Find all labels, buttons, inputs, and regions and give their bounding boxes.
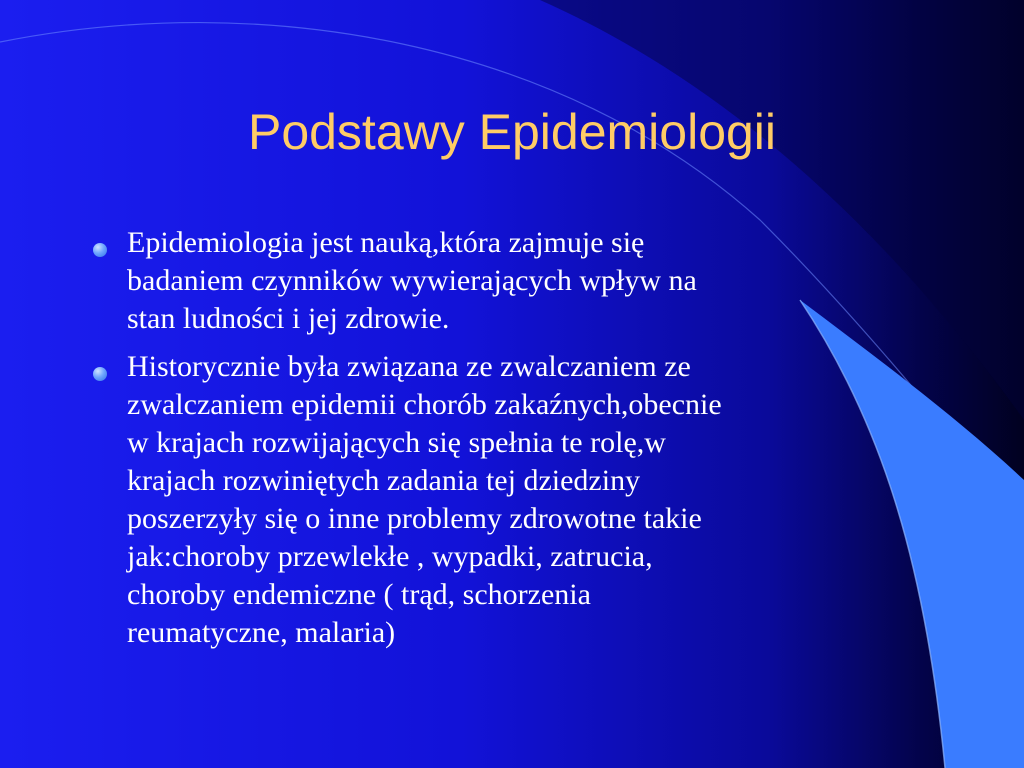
bullet-line: Historycznie była związana ze zwalczaniem ze bbox=[127, 350, 691, 383]
bullet-list bbox=[90, 224, 920, 662]
bullet-item-1 bbox=[90, 224, 920, 338]
slide-title: Podstawy Epidemiologii bbox=[247, 104, 777, 160]
bullet-item-2 bbox=[90, 348, 920, 652]
bullet-line: stan ludności i jej zdrowie. bbox=[127, 302, 450, 335]
bullet-line: krajach rozwiniętych zadania tej dziedziny bbox=[127, 464, 641, 497]
bullet-line: reumatyczne, malaria) bbox=[127, 616, 396, 649]
bullet-line: w krajach rozwijających się spełnia te rolę,w bbox=[127, 426, 666, 459]
bullet-line: Epidemiologia jest nauką,która zajmuje się bbox=[127, 226, 645, 259]
bullet-line: jak:choroby przewlekłe , wypadki, zatrucia, bbox=[127, 540, 653, 573]
bullet-line: zwalczaniem epidemii chorób zakaźnych,obecnie bbox=[127, 388, 722, 421]
bullet-line: badaniem czynników wywierających wpływ na bbox=[127, 264, 697, 297]
bullet-text bbox=[127, 224, 920, 338]
bullet-dot-icon bbox=[93, 243, 107, 257]
bullet-text bbox=[127, 348, 920, 652]
bullet-line: choroby endemiczne ( trąd, schorzenia bbox=[127, 578, 591, 611]
bullet-dot-icon bbox=[93, 367, 107, 381]
bullet-line: poszerzyły się o inne problemy zdrowotne takie bbox=[127, 502, 702, 535]
